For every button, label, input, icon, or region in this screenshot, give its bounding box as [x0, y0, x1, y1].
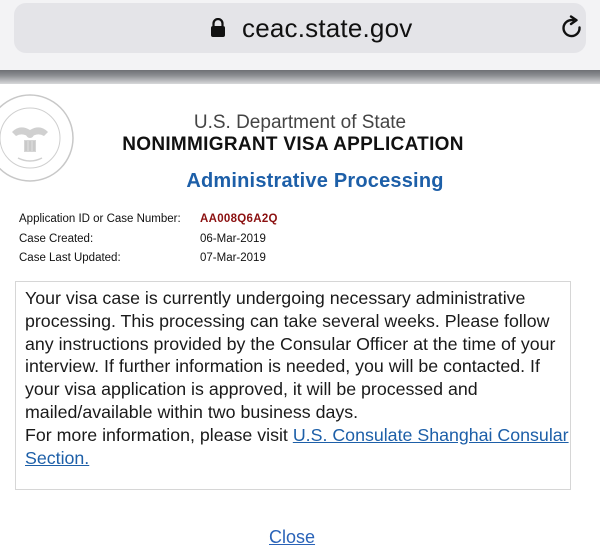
more-info-text: For more information, please visit [25, 424, 293, 445]
status-heading: Administrative Processing [186, 170, 444, 192]
address-bar[interactable] [14, 3, 586, 53]
browser-toolbar [0, 0, 600, 70]
form-title: NONIMMIGRANT VISA APPLICATION [122, 134, 464, 155]
case-updated-label: Case Last Updated: [19, 252, 121, 264]
case-created-value: 06-Mar-2019 [200, 233, 266, 245]
agency-name: U.S. Department of State [193, 112, 407, 133]
url-text[interactable]: ceac.state.gov [242, 13, 413, 43]
lock-icon [210, 18, 226, 38]
consulate-link[interactable]: U.S. Consulate Shanghai Consular Section. [25, 424, 569, 468]
close-link[interactable]: Close [269, 527, 316, 547]
message-body: Your visa case is currently undergoing necessary administrative processing. This processing can take several weeks. Please follow any instructions provided by the Consular Officer at the time of your interview. If further information is needed, you will be contacted. If your visa application is approved, it will be processed and mailed/available within two business days. [25, 288, 556, 422]
reload-icon[interactable] [560, 15, 584, 41]
toolbar-shadow [0, 70, 600, 84]
case-id-value: AA008Q6A2Q [200, 213, 278, 225]
case-id-label: Application ID or Case Number: [19, 213, 181, 225]
case-created-label: Case Created: [19, 233, 94, 245]
status-message [25, 287, 569, 469]
status-message-box [15, 281, 571, 490]
page-content [0, 84, 600, 550]
case-updated-value: 07-Mar-2019 [200, 252, 266, 264]
